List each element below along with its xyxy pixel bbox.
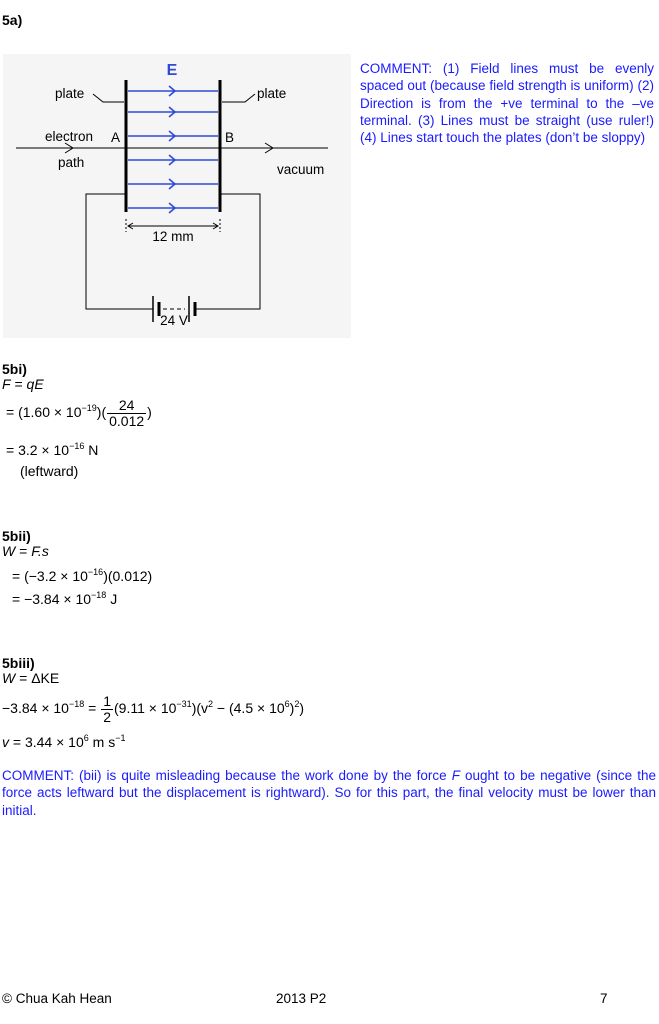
footer-page-number: 7	[600, 991, 608, 1006]
field-lines	[128, 86, 218, 213]
gap-label: 12 mm	[152, 229, 194, 244]
heading-5a: 5a)	[2, 12, 23, 28]
circuit-wire-right	[195, 194, 260, 309]
eq-5bi-direction: (leftward)	[20, 463, 79, 479]
plate-right-leader	[222, 94, 255, 102]
field-diagram-svg	[3, 54, 351, 338]
eq-5bi-rhs: qE	[26, 376, 44, 392]
plate-left-label: plate	[55, 86, 85, 101]
eq-5bii-line1: W = F.s	[2, 543, 49, 559]
eq-5bi-line3: = $3.2 \times 10^{-16}$ N	[6, 441, 99, 458]
eq-5bii-line3: = $-3.84 \times 10^{-18}$ J	[12, 590, 118, 607]
battery-label: 24 V	[160, 313, 188, 328]
heading-5bii: 5bii)	[2, 528, 31, 544]
circuit-wire-left	[86, 194, 153, 309]
fraction-one-half: $\frac{1}{2}$	[103, 693, 111, 725]
vacuum-label: vacuum	[277, 162, 325, 177]
point-a-label: A	[111, 130, 121, 145]
electron-label: electron	[45, 129, 94, 144]
eq-5bi-line1: F = qE	[2, 376, 44, 392]
fraction-24-over-0012: $\frac{24}{0.012}$	[109, 397, 145, 429]
heading-5bi: 5bi)	[2, 361, 27, 377]
field-label: E	[166, 62, 178, 79]
comment-5a: COMMENT: (1) Field lines must be evenly spaced out (because field strength is uniform) (2) Direction is from the +ve terminal to the –ve terminal. (3) Lines must be straight (use ruler!) (4) Lines start touch the plates (don’t be sloppy)	[360, 61, 654, 146]
plate-left-leader	[93, 94, 124, 102]
heading-5biii: 5biii)	[2, 655, 35, 671]
eq-5bi-line2: = $(1.60 \times 10^{-19})$( $\frac{24}{0.012}$ )	[6, 397, 152, 429]
eq-5biii-line1: W = ΔKE	[2, 670, 60, 686]
path-label: path	[58, 155, 85, 170]
footer-paper: 2013 P2	[276, 991, 327, 1006]
eq-5biii-line3: $v = 3.44 \times 10^6$ m $s^{-1}$	[2, 733, 126, 750]
footer-author: © Chua Kah Hean	[2, 991, 112, 1006]
plate-right-label: plate	[257, 86, 287, 101]
point-b-label: B	[225, 130, 235, 145]
eq-5biii-line2: $-3.84 \times 10^{-18}$ = $\frac{1}{2}$ $(9.11 \times 10^{-31})(v^2 - (4.5 \times 10^6)^2)$	[2, 693, 305, 725]
eq-5bi-lhs: F	[2, 376, 11, 392]
eq-5bii-line2: = $(-3.2 \times 10^{-16})(0.012)$	[12, 567, 153, 584]
field-diagram	[3, 54, 351, 338]
comment-5biii: COMMENT: (bii) is quite misleading because the work done by the force F ought to be negative (since the force acts leftward but the displacement is rightward). So for this part, the final velocity must be lower than initial.	[2, 768, 656, 818]
